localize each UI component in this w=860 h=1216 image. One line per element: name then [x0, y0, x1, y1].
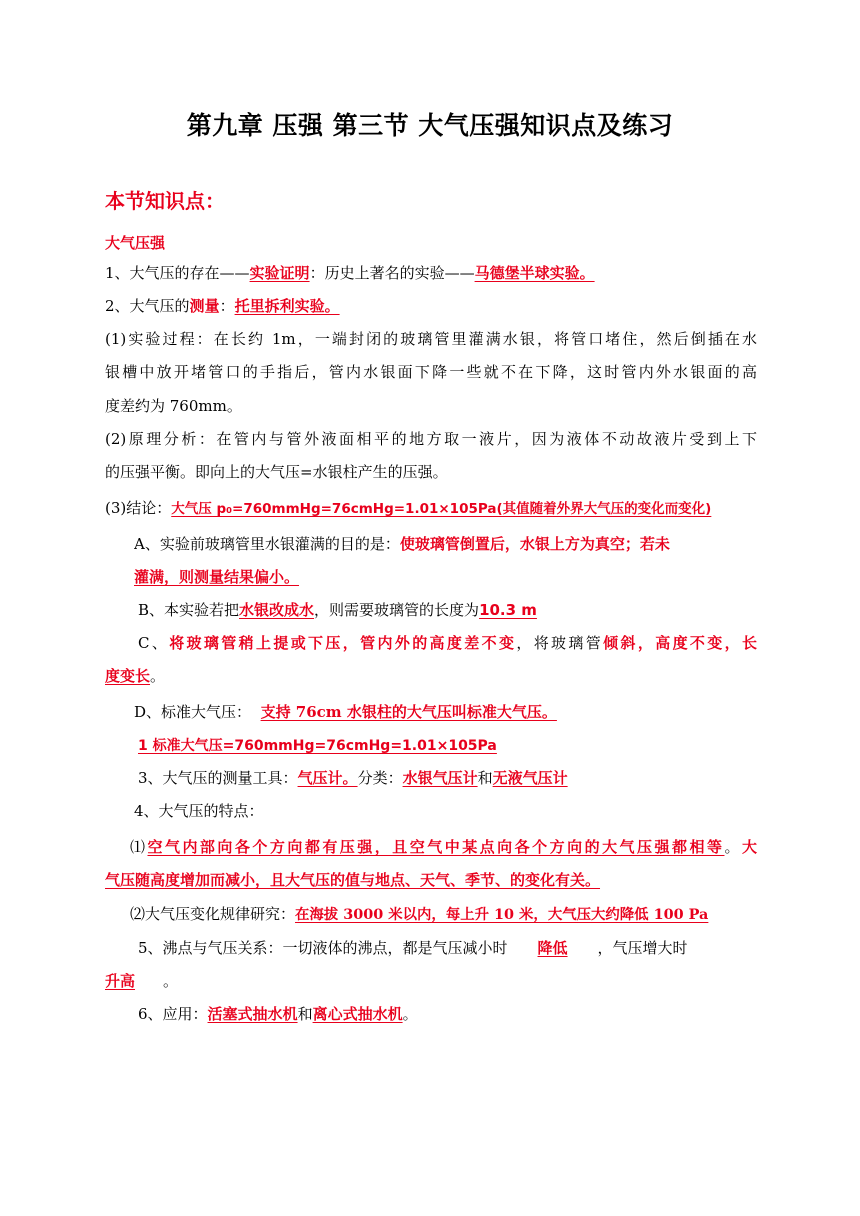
- subheading: 大气压强: [105, 234, 166, 252]
- feature-1-line-1: ⑴空气内部向各个方向都有压强，且空气中某点向各个方向的大气压强都相等。大: [130, 838, 757, 856]
- note-d-line-2: 1 标准大气压=760mmHg=76cmHg=1.01×105Pa: [138, 738, 497, 754]
- section-heading: 本节知识点：: [105, 189, 225, 213]
- experiment-process-line-2: 银槽中放开堵管口的手指后，管内水银面下降一些就不在下降，这时管内外水银面的高: [105, 363, 757, 381]
- note-c-line-1: C、将玻璃管稍上提或下压，管内外的高度差不变，将玻璃管倾斜，高度不变，长: [138, 634, 757, 652]
- note-b: B、本实验若把水银改成水，则需要玻璃管的长度为10.3 m: [138, 601, 537, 619]
- principle-line-2: 的压强平衡。即向上的大气压=水银柱产生的压强。: [105, 463, 448, 481]
- feature-2: ⑵大气压变化规律研究：在海拔 3000 米以内，每上升 10 米，大气压大约降低 100 Pa: [130, 905, 709, 923]
- point-3: 3、大气压的测量工具：气压计。分类：水银气压计和无液气压计: [138, 769, 568, 787]
- conclusion: (3)结论：大气压 p₀=760mmHg=76cmHg=1.01×105Pa(其值随着外界大气压的变化而变化): [105, 499, 712, 517]
- note-a-line-2: 灌满，则测量结果偏小。: [134, 568, 300, 586]
- point-2: 2、大气压的测量：托里拆利实验。: [105, 297, 340, 315]
- point-1: 1、大气压的存在——实验证明：历史上著名的实验——马德堡半球实验。: [105, 264, 595, 282]
- experiment-process-line-3: 度差约为 760mm。: [105, 397, 242, 415]
- experiment-process-line-1: (1)实验过程：在长约 1m，一端封闭的玻璃管里灌满水银，将管口堵住，然后倒插在水: [105, 330, 757, 348]
- note-a-line-1: A、实验前玻璃管里水银灌满的目的是：使玻璃管倒置后，水银上方为真空；若未: [134, 535, 670, 553]
- note-d-line-1: D、标准大气压： 支持 76cm 水银柱的大气压叫标准大气压。: [134, 703, 557, 721]
- principle-line-1: (2)原理分析：在管内与管外液面相平的地方取一液片，因为液体不动故液片受到上下: [105, 430, 757, 448]
- point-5-line-1: 5、沸点与气压关系：一切液体的沸点，都是气压减小时 降低 ，气压增大时: [138, 939, 688, 957]
- point-4: 4、大气压的特点：: [134, 802, 264, 820]
- point-5-line-2: 升高 。: [105, 972, 179, 990]
- feature-1-line-2: 气压随高度增加而减小，且大气压的值与地点、天气、季节、的变化有关。: [105, 871, 601, 889]
- point-6: 6、应用：活塞式抽水机和离心式抽水机。: [138, 1005, 418, 1023]
- page-title: 第九章 压强 第三节 大气压强知识点及练习: [186, 111, 674, 140]
- note-c-line-2: 度变长。: [105, 667, 166, 685]
